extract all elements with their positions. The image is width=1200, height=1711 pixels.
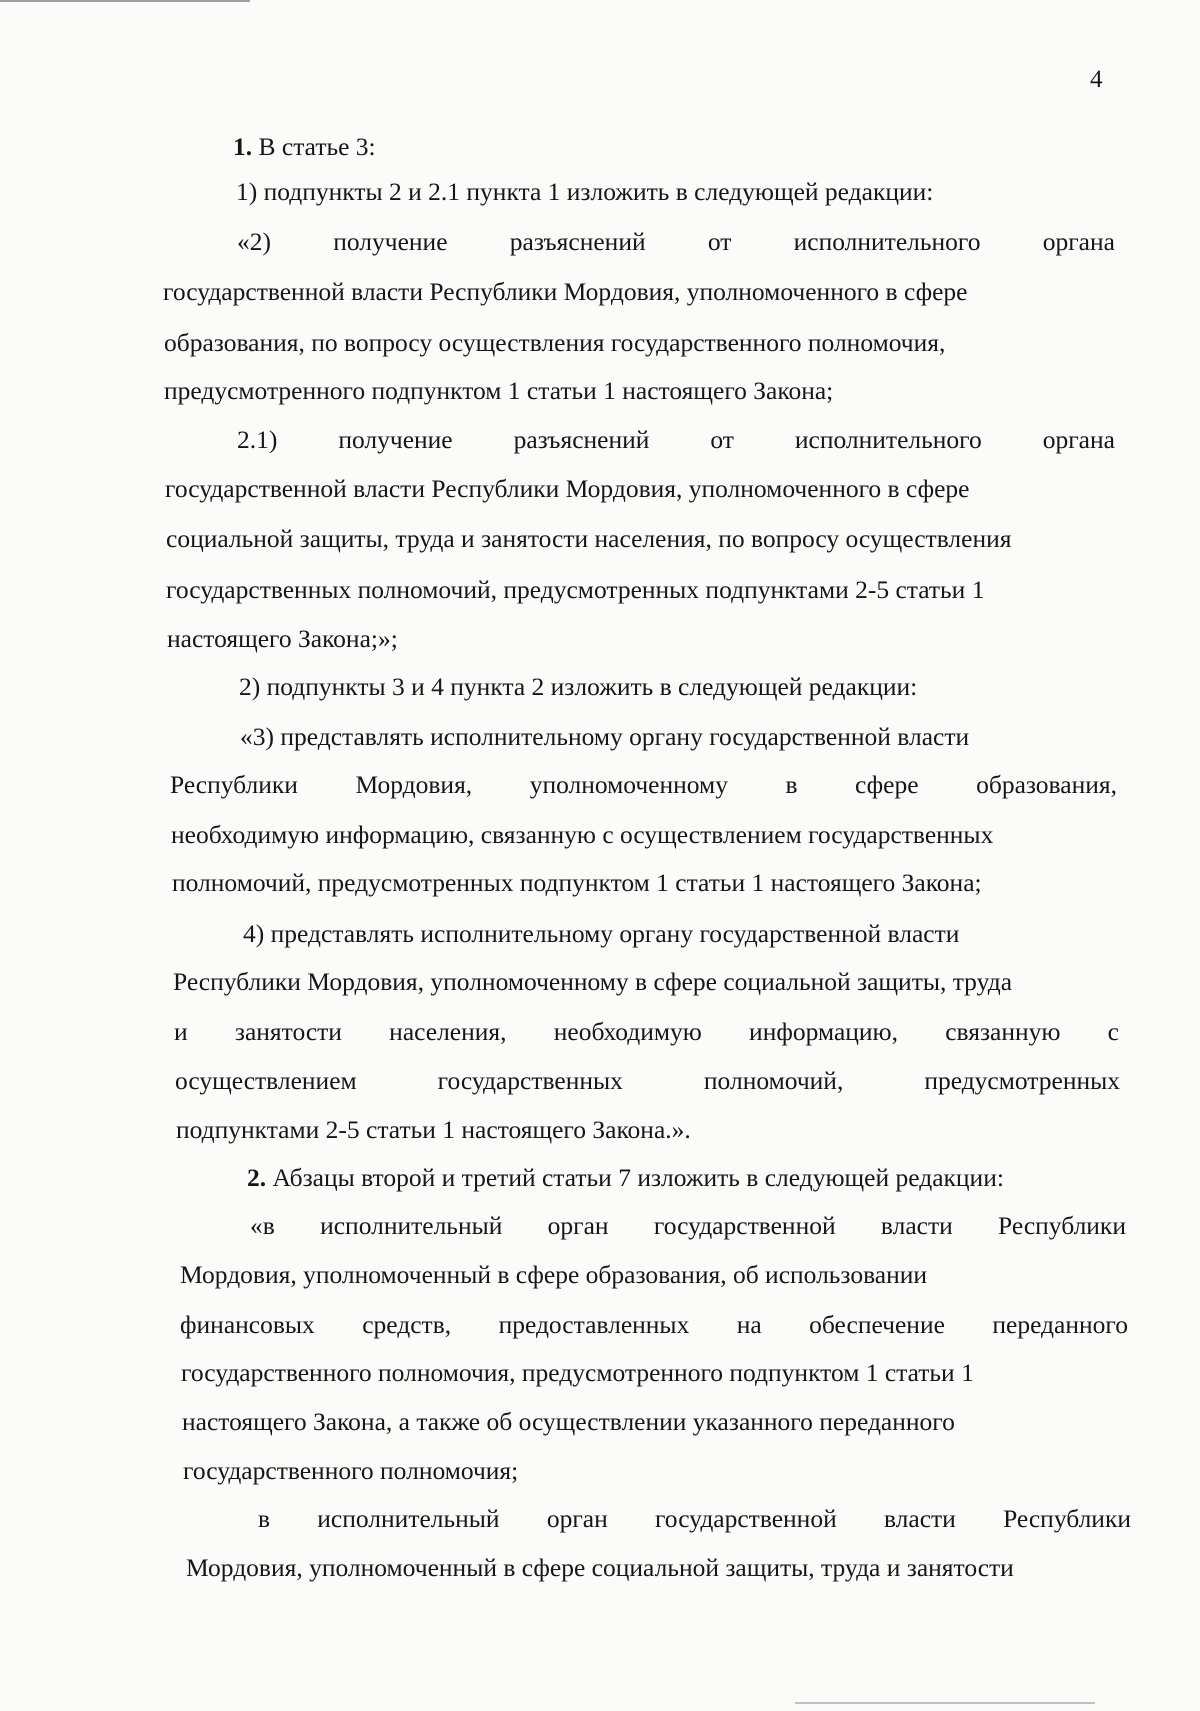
word: органа (1042, 425, 1115, 454)
word: орган (547, 1211, 609, 1240)
paragraph-3-line-3: социальной защиты, труда и занятости населения, по вопросу осуществления (166, 524, 1012, 553)
word: «2) (237, 227, 271, 256)
word: получение (338, 425, 453, 454)
word: орган (546, 1504, 608, 1533)
word: занятости (234, 1017, 342, 1046)
word: от (710, 425, 734, 454)
word: «в (250, 1211, 275, 1240)
word: на (736, 1310, 762, 1339)
word: переданного (992, 1310, 1128, 1339)
word: исполнительного (793, 227, 981, 256)
word: Республики (998, 1211, 1126, 1240)
paragraph-6-line-5: подпунктами 2-5 статьи 1 настоящего Закона.». (176, 1115, 691, 1144)
paragraph-2-line-1 (237, 227, 1115, 257)
word: связанную (945, 1017, 1061, 1046)
word: Республики (170, 770, 298, 799)
word: предоставленных (498, 1310, 690, 1339)
word: 2.1) (237, 425, 278, 454)
section-2-title: Абзацы второй и третий статьи 7 изложить в следующей редакции: (266, 1163, 1004, 1192)
paragraph-7-line-2: Мордовия, уполномоченный в сфере образования, об использовании (180, 1260, 928, 1289)
word: сфере (855, 770, 919, 799)
word: разъяснений (509, 227, 646, 256)
section-1-title: В статье 3: (252, 132, 376, 161)
word: осуществлением (175, 1066, 357, 1095)
word: финансовых (180, 1310, 315, 1339)
word: в (258, 1504, 271, 1533)
word: и (174, 1017, 188, 1046)
paragraph-6-line-3 (174, 1017, 1119, 1047)
word: исполнительный (317, 1504, 500, 1533)
paragraph-8-line-1 (258, 1504, 1131, 1534)
word: обеспечение (809, 1310, 945, 1339)
word: уполномоченному (529, 770, 728, 799)
scan-artifact-top (0, 0, 250, 2)
word: получение (333, 227, 448, 256)
word: власти (883, 1504, 956, 1533)
word: государственной (653, 1211, 836, 1240)
paragraph-6-line-2: Республики Мордовия, уполномоченному в сфере социальной защиты, труда (173, 967, 1013, 996)
word: Мордовия, (355, 770, 473, 799)
paragraph-4: 2) подпункты 3 и 4 пункта 2 изложить в следующей редакции: (239, 672, 918, 701)
paragraph-5-line-2 (170, 770, 1117, 800)
section-2-number: 2. (247, 1163, 267, 1192)
paragraph-7-line-3 (180, 1310, 1128, 1340)
word: информацию, (749, 1017, 898, 1046)
word: исполнительный (320, 1211, 503, 1240)
paragraph-7-line-6: государственного полномочия; (183, 1456, 519, 1485)
word: с (1107, 1017, 1119, 1046)
paragraph-6-line-1: 4) представлять исполнительному органу государственной власти (243, 919, 960, 948)
paragraph-3-line-1 (237, 425, 1115, 455)
word: органа (1042, 227, 1115, 256)
section-1-heading (233, 132, 376, 162)
word: полномочий, (703, 1066, 844, 1095)
paragraph-5-line-1: «3) представлять исполнительному органу государственной власти (240, 722, 970, 751)
paragraph-2-line-3: образования, по вопросу осуществления государственного полномочия, (164, 328, 946, 357)
paragraph-5-line-4: полномочий, предусмотренных подпунктом 1 статьи 1 настоящего Закона; (172, 868, 982, 897)
paragraph-3-line-4: государственных полномочий, предусмотренных подпунктами 2-5 статьи 1 (166, 575, 985, 604)
word: исполнительного (794, 425, 982, 454)
paragraph-2-line-4: предусмотренного подпунктом 1 статьи 1 настоящего Закона; (164, 376, 834, 405)
section-2-heading (247, 1163, 1004, 1193)
scan-artifact-bottom (795, 1702, 1095, 1704)
word: государственных (437, 1066, 623, 1095)
paragraph-3-line-5: настоящего Закона;»; (167, 624, 398, 653)
word: от (707, 227, 732, 256)
paragraph-8-line-2: Мордовия, уполномоченный в сфере социальной защиты, труда и занятости (186, 1553, 1014, 1582)
word: государственной (654, 1504, 837, 1533)
paragraph-5-line-3: необходимую информацию, связанную с осуществлением государственных (171, 820, 994, 849)
paragraph-2-line-2: государственной власти Республики Мордовия, уполномоченного в сфере (163, 277, 968, 306)
word: разъяснений (513, 425, 650, 454)
word: Республики (1003, 1504, 1131, 1533)
paragraph-7-line-1 (250, 1211, 1126, 1241)
word: образования, (976, 770, 1117, 799)
section-1-number: 1. (233, 132, 253, 161)
page-number: 4 (1090, 66, 1103, 93)
word: необходимую (553, 1017, 702, 1046)
paragraph-7-line-4: государственного полномочия, предусмотренного подпунктом 1 статьи 1 (181, 1358, 974, 1387)
word: в (785, 770, 798, 799)
paragraph-7-line-5: настоящего Закона, а также об осуществлении указанного переданного (182, 1407, 955, 1436)
paragraph-1: 1) подпункты 2 и 2.1 пункта 1 изложить в следующей редакции: (236, 177, 934, 206)
word: предусмотренных (924, 1066, 1120, 1095)
word: средств, (362, 1310, 452, 1339)
word: власти (880, 1211, 953, 1240)
paragraph-6-line-4 (175, 1066, 1120, 1096)
paragraph-3-line-2: государственной власти Республики Мордовия, уполномоченного в сфере (165, 474, 970, 503)
word: населения, (389, 1017, 507, 1046)
